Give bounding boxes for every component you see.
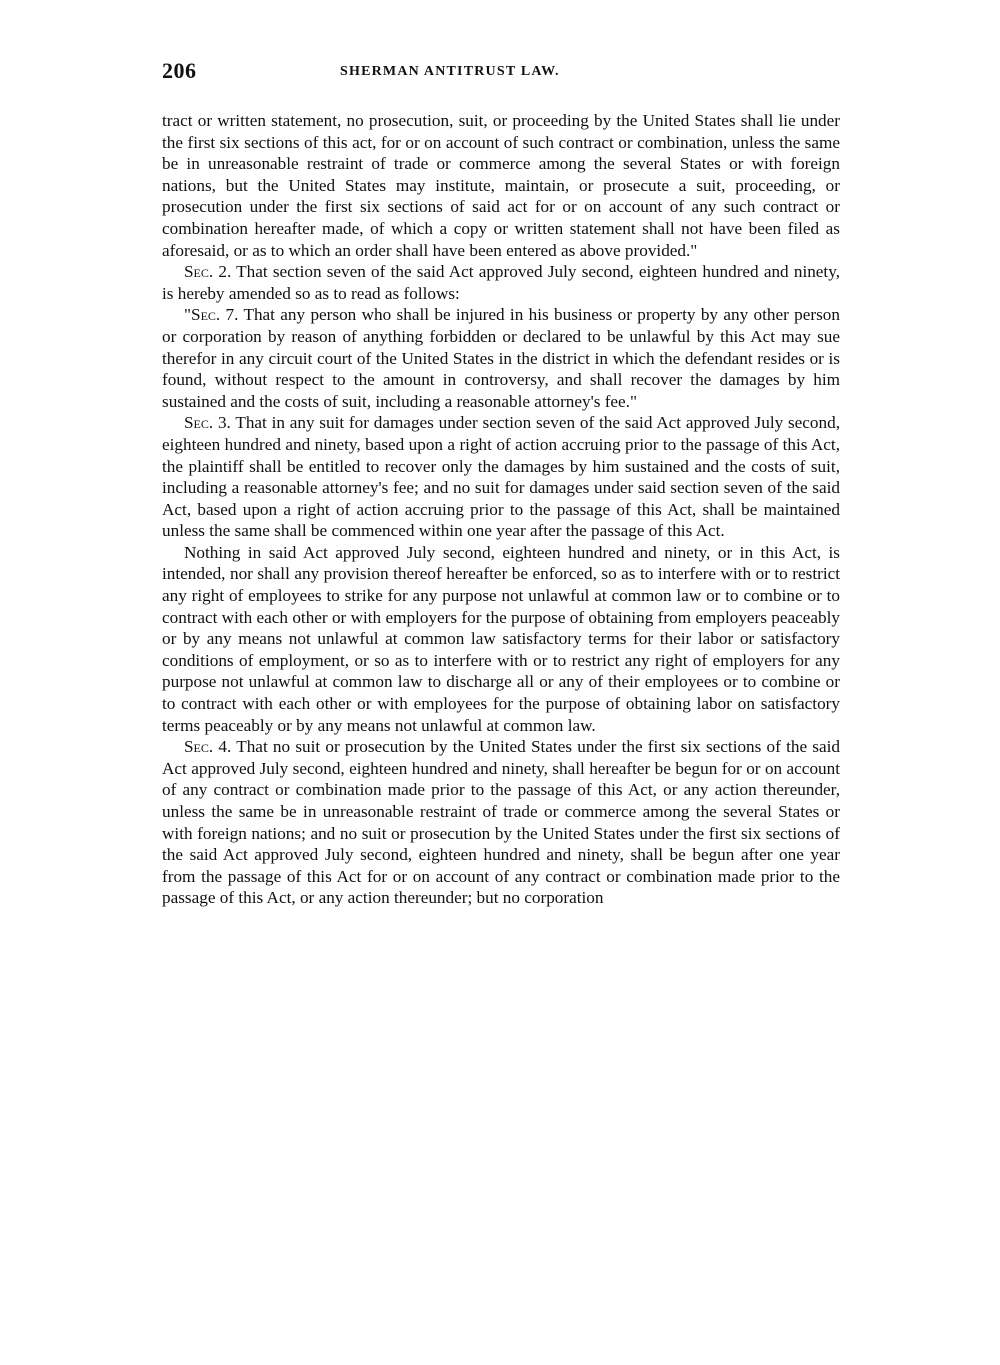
paragraph-sec-3: Sec. 3. That in any suit for damages under section seven of the said Act approved July second, eighteen hundred and ninety, based upon a right of action accruing prior to the passage of this Act, the plaintiff shall be entitled to recover only the damages by him sustained and the costs of suit, including a reasonable attorney's fee; and no suit for damages under said section seven of the said Act, based upon a right of action accruing prior to the passage of this Act, shall be maintained unless the same shall be commenced within one year after the passage of this Act.	[162, 413, 840, 541]
running-header	[162, 58, 840, 88]
paragraph-proviso: Nothing in said Act approved July second, eighteen hundred and ninety, or in this Act, is intended, nor shall any provision thereof hereafter be enforced, so as to interfere with or to restrict any right of employees to strike for any purpose not unlawful at common law or to combine or to contract with each other or with employers for the purpose of obtaining from employers peaceably or by any means not unlawful at common law satisfactory terms for their labor or satisfactory conditions of employment, or so as to interfere with or to restrict any right of employers for any purpose not unlawful at common law to discharge all or any of their employees or to combine or to contract with each other or with employees for the purpose of obtaining labor on satisfactory terms peaceably or by any means not unlawful at common law.	[162, 542, 840, 735]
section-label: "Sec. 7.	[184, 305, 239, 325]
paragraph-sec-2: Sec. 2. That section seven of the said Act approved July second, eighteen hundred and ninety, is hereby amended so as to read as follows:	[162, 262, 840, 303]
section-label: Sec. 4.	[184, 737, 232, 757]
section-label: Sec. 3.	[184, 413, 231, 433]
document-page	[162, 58, 840, 909]
section-label: Sec. 2.	[184, 262, 232, 282]
paragraph-sec-4: Sec. 4. That no suit or prosecution by the United States under the first six sections of the said Act approved July second, eighteen hundred and ninety, shall hereafter be begun for or on account of any contract or combination made prior to the passage of this Act, or any action thereunder, unless the same be in unreasonable restraint of trade or commerce among the several States or with foreign nations; and no suit or prosecution by the United States under the first six sections of the said Act approved July second, eighteen hundred and ninety, shall be begun after one year from the passage of this Act for or on account of any contract or combination made prior to the passage of this Act, or any action thereunder; but no corporation	[162, 737, 840, 908]
body-text	[162, 110, 840, 909]
paragraph-sec-7-quoted: "Sec. 7. That any person who shall be injured in his business or property by any other person or corporation by reason of anything forbidden or declared to be unlawful by this Act may sue therefor in any circuit court of the United States in the district in which the defendant resides or is found, without respect to the amount in controversy, and shall recover the damages by him sustained and the costs of suit, including a reasonable attorney's fee."	[162, 305, 840, 411]
page-number: 206	[162, 58, 197, 83]
running-title: SHERMAN ANTITRUST LAW.	[340, 64, 560, 79]
paragraph-continuation: tract or written statement, no prosecution, suit, or proceeding by the United States shall lie under the first six sections of this act, for or on account of such contract or combination, unless the same be in unreasonable restraint of trade or commerce among the several States or with foreign nations, but the United States may institute, maintain, or prosecute a suit, proceeding, or prosecution under the first six sections of said act for or on account of any such contract or combination hereafter made, of which a copy or written statement shall not have been filed as aforesaid, or as to which an order shall have been entered as above provided."	[162, 111, 840, 260]
